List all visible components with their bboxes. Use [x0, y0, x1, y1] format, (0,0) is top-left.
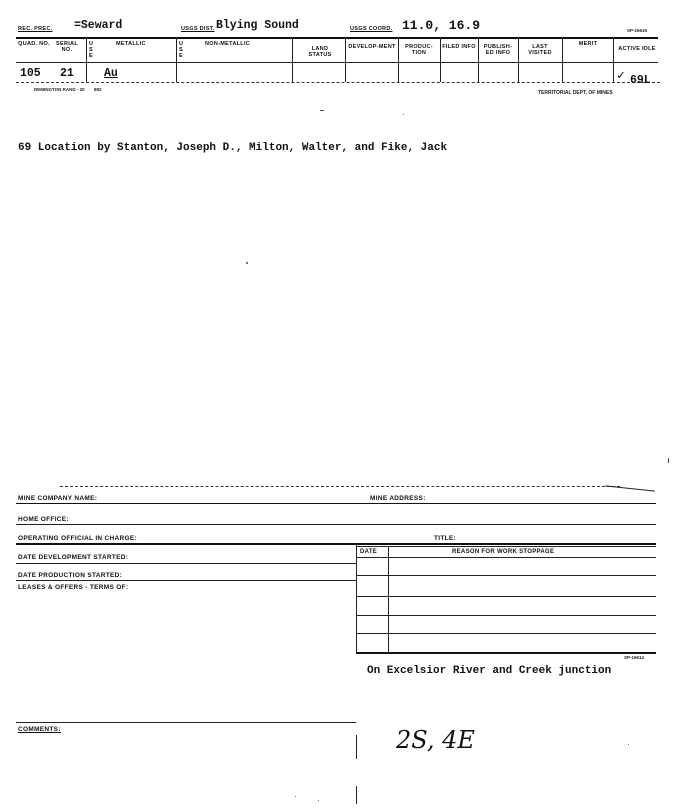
col-quad-no: QUAD. NO.: [18, 41, 50, 47]
comments-label: COMMENTS:: [18, 726, 61, 733]
date-col-label: DATE: [360, 549, 378, 555]
scan-speck: [628, 744, 629, 745]
col-divider: [176, 37, 177, 82]
stoppage-date-divider: [388, 546, 389, 652]
col-divider: [613, 37, 614, 82]
col-use-nonmetallic: USE: [179, 41, 184, 59]
row-line: [356, 633, 656, 634]
scan-speck: [668, 458, 669, 463]
row-line: [356, 596, 656, 597]
col-divider: [518, 37, 519, 82]
col-serial-no: SERIAL NO.: [56, 41, 78, 53]
header-rule-bottom: [16, 82, 660, 83]
scan-speck: [295, 796, 296, 797]
usgs-coord-label: USGS COORD.: [350, 26, 393, 32]
serial-no-value: 21: [60, 67, 74, 80]
active-idle-mark: ✓: [617, 68, 625, 83]
row-line: [16, 580, 356, 581]
title-label: TITLE:: [434, 535, 457, 542]
row-line: [16, 722, 356, 723]
col-divider: [478, 37, 479, 82]
usgs-dist-value: Blying Sound: [216, 19, 299, 32]
col-production: PRODUC-TION: [405, 44, 433, 56]
scan-speck: [403, 114, 404, 115]
row-line: [356, 546, 656, 547]
col-divider: [292, 37, 293, 82]
row-line: [16, 524, 656, 525]
reason-col-label: REASON FOR WORK STOPPAGE: [452, 549, 555, 555]
row-line: [356, 615, 656, 616]
col-published-info: PUBLISH-ED INFO: [483, 44, 513, 56]
stoppage-left-border: [356, 543, 357, 652]
mine-address-label: MINE ADDRESS:: [370, 495, 426, 502]
home-office-label: HOME OFFICE:: [18, 516, 69, 523]
form-number-bottom: SP-16614: [624, 655, 645, 660]
col-filed-info: FILED INFO: [442, 44, 476, 50]
row-line: [356, 557, 656, 558]
territorial-dept: TERRITORIAL DEPT. OF MINES: [538, 90, 613, 96]
col-divider: [440, 37, 441, 82]
col-metallic: METALLIC: [116, 41, 146, 47]
rec-prec-value: =Seward: [74, 19, 123, 32]
lower-form-top-dash: [60, 486, 620, 487]
scan-speck: [246, 262, 248, 264]
comments-vertical-lower: [356, 786, 357, 804]
col-divider: [86, 37, 87, 82]
col-use-metallic: USE: [89, 41, 94, 59]
usgs-coord-value: 11.0, 16.9: [402, 18, 481, 33]
quad-no-value: 105: [20, 67, 41, 80]
col-development: DEVELOP-MENT: [348, 44, 396, 50]
row-line: [16, 503, 656, 504]
col-land-status: LAND STATUS: [308, 46, 332, 58]
row-line: [356, 575, 656, 576]
col-divider: [562, 37, 563, 82]
active-idle-code: 69L: [630, 74, 651, 87]
operating-official-label: OPERATING OFFICIAL IN CHARGE:: [18, 535, 137, 542]
printer-line: REMINGTON RAND - 20: [34, 87, 85, 92]
date-production-label: DATE PRODUCTION STARTED:: [18, 572, 123, 579]
handwritten-note: 2S, 4E: [396, 726, 475, 754]
usgs-dist-label: USGS DIST.: [181, 26, 215, 32]
leases-offers-label: LEASES & OFFERS - TERMS OF:: [18, 584, 129, 591]
rec-prec-label: REC. PREC.: [18, 26, 53, 32]
metallic-value: Au: [104, 67, 118, 80]
date-development-label: DATE DEVELOPMENT STARTED:: [18, 554, 129, 561]
col-active-idle: ACTIVE IDLE: [618, 46, 656, 52]
comments-vertical: [356, 735, 357, 759]
scan-speck: [318, 800, 319, 801]
scan-speck: [320, 110, 324, 111]
excelsior-note: On Excelsior River and Creek junction: [367, 665, 612, 677]
col-divider: [398, 37, 399, 82]
col-divider: [345, 37, 346, 82]
mine-company-name-label: MINE COMPANY NAME:: [18, 495, 98, 502]
lower-form-top-curl: [605, 485, 655, 491]
location-note: 69 Location by Stanton, Joseph D., Milton, Walter, and Fike, Jack: [18, 142, 448, 154]
col-last-visited: LAST VISITED: [528, 44, 552, 56]
row-line: [16, 543, 656, 545]
col-merit: MERIT: [578, 41, 598, 47]
printer-code: 882: [94, 87, 102, 92]
col-non-metallic: NON-METALLIC: [205, 41, 251, 47]
row-line: [16, 563, 356, 564]
row-line: [356, 652, 656, 654]
form-number-top: SP-16615: [627, 28, 648, 33]
